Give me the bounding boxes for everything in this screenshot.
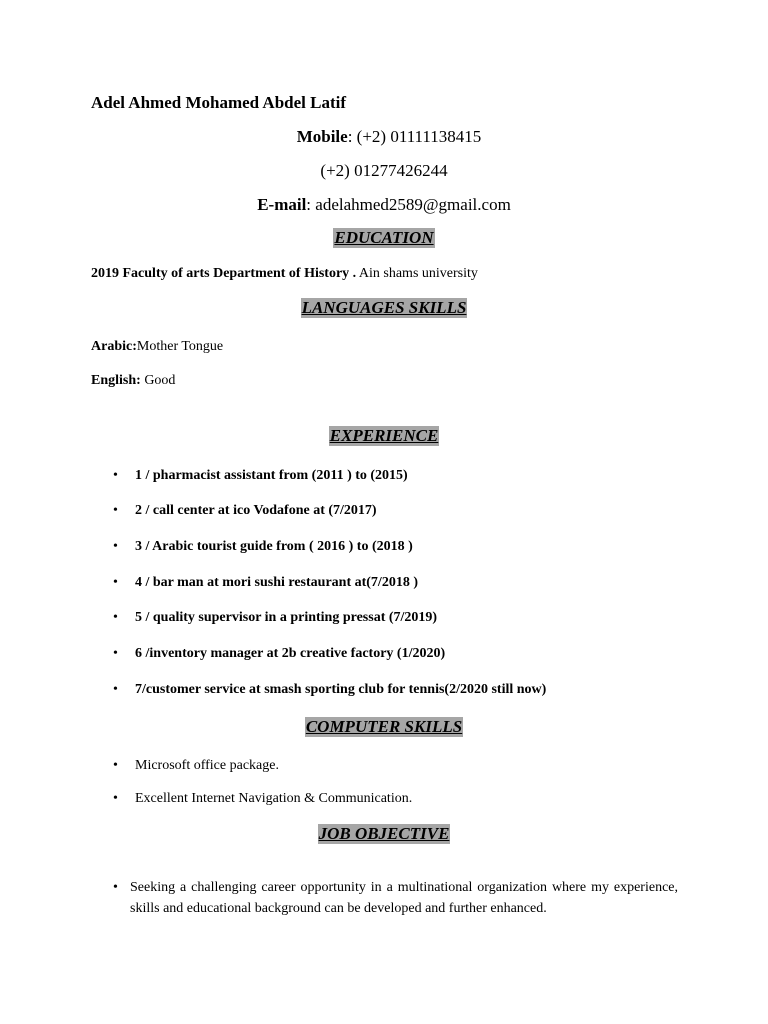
bullet-icon: • — [113, 791, 118, 806]
language-level: Mother Tongue — [136, 339, 224, 354]
mobile-line-1 — [0, 127, 768, 147]
experience-item: 4 / bar man at mori sushi restaurant at(7/2018 ) — [135, 575, 418, 590]
education-heading: EDUCATION — [334, 228, 434, 247]
experience-item: 2 / call center at ico Vodafone at (7/2017) — [135, 503, 377, 518]
language-item-arabic — [91, 339, 223, 355]
bullet-icon: • — [113, 880, 118, 895]
language-level: Good — [140, 373, 176, 388]
experience-item: 5 / quality supervisor in a printing pressat (7/2019) — [135, 610, 438, 625]
computer-skills-heading-wrap — [0, 717, 768, 737]
email-line — [0, 195, 768, 215]
mobile-label: Mobile — [296, 127, 348, 146]
job-objective-heading: JOB OBJECTIVE — [318, 824, 450, 843]
job-objective-text: Seeking a challenging career opportunity in a multinational organization where my experience, skills and educational background can be developed and further enhanced. — [130, 880, 678, 916]
bullet-icon: • — [113, 646, 118, 661]
experience-heading-wrap — [0, 426, 768, 446]
bullet-icon: • — [113, 503, 118, 518]
bullet-icon: • — [113, 575, 118, 590]
education-heading-wrap — [0, 228, 768, 248]
job-objective-heading-wrap — [0, 824, 768, 844]
experience-item: 3 / Arabic tourist guide from ( 2016 ) to (2018 ) — [135, 539, 413, 554]
language-label: English: — [91, 373, 141, 388]
email-value: : adelahmed2589@gmail.com — [306, 195, 511, 214]
languages-heading: LANGUAGES SKILLS — [301, 298, 467, 317]
experience-item: 1 / pharmacist assistant from (2011 ) to (2015) — [135, 468, 408, 483]
bullet-icon: • — [113, 468, 118, 483]
mobile-number-1: : (+2) 01111138415 — [347, 127, 482, 146]
experience-heading: EXPERIENCE — [329, 426, 439, 445]
bullet-icon: • — [113, 682, 118, 697]
computer-skill-item: Microsoft office package. — [135, 758, 279, 773]
computer-skill-item: Excellent Internet Navigation & Communication. — [135, 791, 413, 806]
mobile-line-2 — [0, 161, 768, 181]
language-item-english — [91, 373, 175, 389]
email-label: E-mail — [257, 195, 307, 214]
bullet-icon: • — [113, 610, 118, 625]
education-entry-university: Ain shams university — [356, 266, 478, 281]
language-label: Arabic: — [91, 339, 137, 354]
mobile-number-2: (+2) 01277426244 — [320, 161, 448, 180]
education-entry — [91, 266, 478, 282]
bullet-icon: • — [113, 539, 118, 554]
education-entry-degree: 2019 Faculty of arts Department of History . — [91, 266, 357, 281]
experience-item: 7/customer service at smash sporting club for tennis(2/2020 still now) — [135, 682, 547, 697]
candidate-name: Adel Ahmed Mohamed Abdel Latif — [91, 93, 347, 112]
computer-skills-heading: COMPUTER SKILLS — [305, 717, 463, 736]
bullet-icon: • — [113, 758, 118, 773]
experience-item: 6 /inventory manager at 2b creative factory (1/2020) — [135, 646, 446, 661]
languages-heading-wrap — [0, 298, 768, 318]
